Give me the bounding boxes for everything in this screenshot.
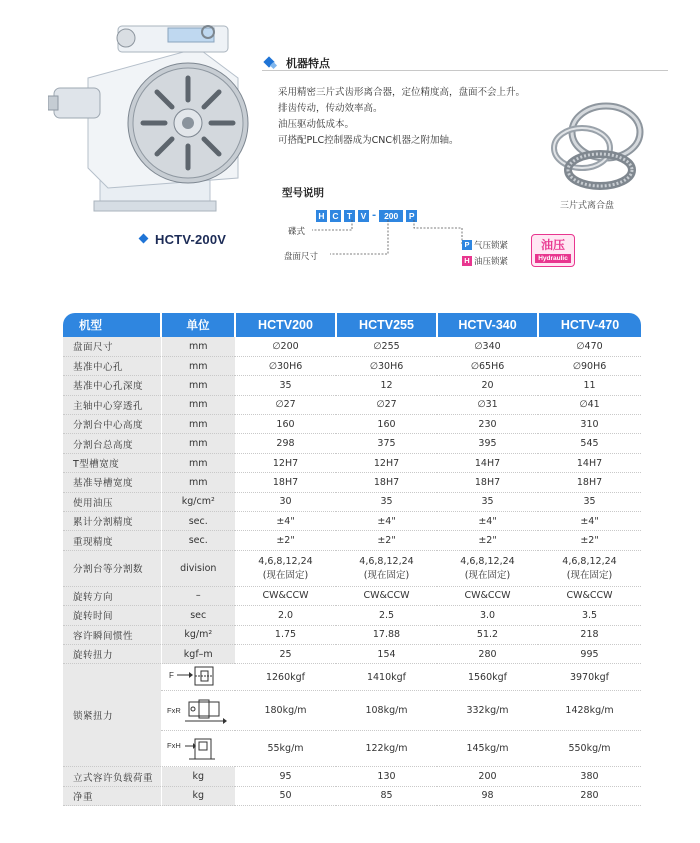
table-row xyxy=(63,664,641,691)
table-cell: CW&CCW xyxy=(538,586,641,605)
table-cell: 50 xyxy=(235,786,336,805)
icon-label: FxH xyxy=(167,740,181,750)
table-cell: ∅31 xyxy=(437,395,538,414)
table-cell: 180kg/m xyxy=(235,691,336,731)
row-unit: kgf–m xyxy=(161,644,235,663)
feature-item: 油压驱动低成本。 xyxy=(278,119,355,130)
table-cell: ∅30H6 xyxy=(235,356,336,375)
table-cell: ∅27 xyxy=(336,395,437,414)
diamond-bullet-small-icon xyxy=(270,62,277,69)
row-unit: mm xyxy=(161,337,235,356)
row-unit: sec xyxy=(161,606,235,625)
table-row xyxy=(63,625,641,644)
table-cell: ∅27 xyxy=(235,395,336,414)
feature-item: 可搭配PLC控制器成为CNC机器之附加轴。 xyxy=(278,135,459,146)
table-row xyxy=(63,606,641,625)
table-cell: 1260kgf xyxy=(235,664,336,691)
cell-line: (现在固定) xyxy=(363,569,410,581)
table-cell: 375 xyxy=(336,434,437,453)
row-unit: mm xyxy=(161,356,235,375)
row-unit: kg xyxy=(161,786,235,805)
table-cell xyxy=(538,550,641,586)
table-cell: 1560kgf xyxy=(437,664,538,691)
table-cell: ±2" xyxy=(538,531,641,550)
row-name: 分割台等分割数 xyxy=(63,550,161,586)
table-cell: CW&CCW xyxy=(437,586,538,605)
code-suffix: P xyxy=(406,210,417,222)
row-name: 分割台总高度 xyxy=(63,434,161,453)
row-name: 容许瞬间惯性 xyxy=(63,625,161,644)
hydraulic-badge-en: Hydraulic xyxy=(535,254,571,263)
table-cell: 550kg/m xyxy=(538,731,641,767)
code-label-type: 碟式 xyxy=(288,227,306,237)
table-cell: ±2" xyxy=(437,531,538,550)
row-name: 基准导槽宽度 xyxy=(63,473,161,492)
row-name: 使用油压 xyxy=(63,492,161,511)
row-unit: kg/cm² xyxy=(161,492,235,511)
lock-icon-cell xyxy=(161,731,235,767)
table-cell: CW&CCW xyxy=(235,586,336,605)
table-cell xyxy=(437,550,538,586)
code-size: 200 xyxy=(379,210,403,222)
row-name: 基准中心孔深度 xyxy=(63,376,161,395)
table-cell: 108kg/m xyxy=(336,691,437,731)
row-unit: mm xyxy=(161,453,235,472)
table-cell xyxy=(336,550,437,586)
table-cell: 35 xyxy=(336,492,437,511)
spec-table xyxy=(63,313,641,806)
icon-label: FxR xyxy=(167,705,181,715)
table-cell: ∅200 xyxy=(235,337,336,356)
lock-icon-cell xyxy=(161,664,235,691)
table-cell: ∅65H6 xyxy=(437,356,538,375)
feature-item: 排齿传动，传动效率高。 xyxy=(278,103,383,114)
cell-line: 4,6,8,12,24 xyxy=(460,555,515,567)
lock-icon-cell xyxy=(161,691,235,731)
table-cell: 35 xyxy=(538,492,641,511)
table-cell: 332kg/m xyxy=(437,691,538,731)
table-row xyxy=(63,415,641,434)
table-cell: 122kg/m xyxy=(336,731,437,767)
row-unit: sec. xyxy=(161,512,235,531)
table-cell: 1.75 xyxy=(235,625,336,644)
table-cell: 395 xyxy=(437,434,538,453)
hydraulic-badge-cn: 油压 xyxy=(540,238,565,252)
features-title: 机器特点 xyxy=(286,57,330,70)
header-model: 机型 xyxy=(63,313,161,337)
table-cell: CW&CCW xyxy=(336,586,437,605)
table-cell: 55kg/m xyxy=(235,731,336,767)
table-cell: 11 xyxy=(538,376,641,395)
table-cell: 25 xyxy=(235,644,336,663)
radial-torque-diagram-icon xyxy=(165,698,231,724)
table-cell: 280 xyxy=(538,786,641,805)
table-row xyxy=(63,644,641,663)
table-cell: 3970kgf xyxy=(538,664,641,691)
table-row xyxy=(63,492,641,511)
table-cell: 2.5 xyxy=(336,606,437,625)
table-cell: 20 xyxy=(437,376,538,395)
table-cell: 545 xyxy=(538,434,641,453)
header-model-name: HCTV-470 xyxy=(538,313,641,337)
table-cell: 3.5 xyxy=(538,606,641,625)
table-cell: 35 xyxy=(235,376,336,395)
cell-line: (现在固定) xyxy=(262,569,309,581)
table-cell: 160 xyxy=(336,415,437,434)
table-cell: 17.88 xyxy=(336,625,437,644)
table-cell: ∅30H6 xyxy=(336,356,437,375)
lock-option-hydraulic xyxy=(462,255,508,267)
row-unit: kg xyxy=(161,767,235,786)
table-cell: 310 xyxy=(538,415,641,434)
table-cell: 12 xyxy=(336,376,437,395)
table-cell: ∅41 xyxy=(538,395,641,414)
table-cell: 14H7 xyxy=(538,453,641,472)
table-cell: ±2" xyxy=(235,531,336,550)
table-cell: 85 xyxy=(336,786,437,805)
features-heading xyxy=(262,55,668,71)
row-name: 旋转时间 xyxy=(63,606,161,625)
table-cell: 200 xyxy=(437,767,538,786)
table-row xyxy=(63,473,641,492)
table-cell xyxy=(235,550,336,586)
table-cell: ∅470 xyxy=(538,337,641,356)
row-name: 净重 xyxy=(63,786,161,805)
row-name: 分割台中心高度 xyxy=(63,415,161,434)
table-cell: 995 xyxy=(538,644,641,663)
row-unit: mm xyxy=(161,376,235,395)
table-row xyxy=(63,586,641,605)
lock-tag: P xyxy=(462,240,472,250)
three-piece-clutch-photo xyxy=(542,98,644,194)
table-cell: 95 xyxy=(235,767,336,786)
row-name: 旋转方向 xyxy=(63,586,161,605)
table-row xyxy=(63,786,641,805)
table-cell: 18H7 xyxy=(336,473,437,492)
row-unit: mm xyxy=(161,434,235,453)
table-cell: ±4" xyxy=(538,512,641,531)
table-cell: 1428kg/m xyxy=(538,691,641,731)
table-cell: 160 xyxy=(235,415,336,434)
table-cell: 51.2 xyxy=(437,625,538,644)
code-label-size: 盘面尺寸 xyxy=(284,252,319,262)
table-cell: 3.0 xyxy=(437,606,538,625)
model-code-title: 型号说明 xyxy=(282,187,324,199)
row-unit: mm xyxy=(161,415,235,434)
table-cell: 230 xyxy=(437,415,538,434)
table-cell: 218 xyxy=(538,625,641,644)
header-model-name: HCTV-340 xyxy=(437,313,538,337)
row-name: T型槽宽度 xyxy=(63,453,161,472)
table-header-row xyxy=(63,313,641,337)
table-cell: ±4" xyxy=(336,512,437,531)
cell-line: 4,6,8,12,24 xyxy=(359,555,414,567)
table-cell: 35 xyxy=(437,492,538,511)
table-row xyxy=(63,767,641,786)
row-name: 旋转扭力 xyxy=(63,644,161,663)
table-cell: 280 xyxy=(437,644,538,663)
table-cell: 12H7 xyxy=(235,453,336,472)
lock-option-label: 油压锁紧 xyxy=(474,257,509,267)
row-name: 基准中心孔 xyxy=(63,356,161,375)
feature-item: 采用精密三片式齿形离合器，定位精度高，盘面不会上升。 xyxy=(278,87,526,98)
table-cell: 145kg/m xyxy=(437,731,538,767)
table-cell: 380 xyxy=(538,767,641,786)
table-row xyxy=(63,512,641,531)
table-row xyxy=(63,550,641,586)
table-row xyxy=(63,376,641,395)
rotary-table-photo xyxy=(48,18,258,218)
model-caption-text: HCTV-200V xyxy=(155,232,227,247)
row-unit: division xyxy=(161,550,235,586)
table-cell: 18H7 xyxy=(437,473,538,492)
header-unit: 单位 xyxy=(161,313,235,337)
features-list xyxy=(278,85,525,149)
row-unit: mm xyxy=(161,473,235,492)
code-letter: V xyxy=(358,210,369,222)
table-cell: 12H7 xyxy=(336,453,437,472)
code-letter: H xyxy=(316,210,327,222)
diamond-bullet-icon xyxy=(139,234,149,244)
table-cell: 30 xyxy=(235,492,336,511)
table-cell: 14H7 xyxy=(437,453,538,472)
table-cell: ±4" xyxy=(235,512,336,531)
table-cell: 1410kgf xyxy=(336,664,437,691)
table-cell: 2.0 xyxy=(235,606,336,625)
table-row xyxy=(63,395,641,414)
height-torque-diagram-icon xyxy=(165,736,231,762)
table-row xyxy=(63,531,641,550)
row-name: 累计分割精度 xyxy=(63,512,161,531)
row-name: 立式容许负载荷重 xyxy=(63,767,161,786)
icon-label: F xyxy=(169,671,174,681)
table-cell: 18H7 xyxy=(538,473,641,492)
row-unit: sec. xyxy=(161,531,235,550)
lock-tag: H xyxy=(462,256,472,266)
product-model-caption xyxy=(140,232,226,247)
table-cell: 298 xyxy=(235,434,336,453)
table-cell: ±2" xyxy=(336,531,437,550)
cell-line: (现在固定) xyxy=(566,569,613,581)
table-cell: ∅255 xyxy=(336,337,437,356)
table-cell: 154 xyxy=(336,644,437,663)
row-name: 重现精度 xyxy=(63,531,161,550)
row-name: 锁紧扭力 xyxy=(63,664,161,767)
table-cell: ∅90H6 xyxy=(538,356,641,375)
row-name: 盘面尺寸 xyxy=(63,337,161,356)
table-cell: ∅340 xyxy=(437,337,538,356)
table-cell: 98 xyxy=(437,786,538,805)
table-row xyxy=(63,453,641,472)
table-row xyxy=(63,337,641,356)
table-cell: ±4" xyxy=(437,512,538,531)
axial-force-diagram-icon xyxy=(165,664,231,690)
lock-option-air xyxy=(462,239,508,251)
bearing-caption: 三片式离合盘 xyxy=(560,201,615,211)
cell-line: 4,6,8,12,24 xyxy=(562,555,617,567)
header-model-name: HCTV200 xyxy=(235,313,336,337)
code-dash: - xyxy=(372,210,377,221)
row-unit: – xyxy=(161,586,235,605)
row-name: 主轴中心穿透孔 xyxy=(63,395,161,414)
row-unit: mm xyxy=(161,395,235,414)
header-model-name: HCTV255 xyxy=(336,313,437,337)
table-row xyxy=(63,434,641,453)
cell-line: (现在固定) xyxy=(464,569,511,581)
lock-option-label: 气压锁紧 xyxy=(474,241,509,251)
code-letter: T xyxy=(344,210,355,222)
cell-line: 4,6,8,12,24 xyxy=(258,555,313,567)
code-letter: C xyxy=(330,210,341,222)
hydraulic-badge xyxy=(531,234,575,267)
row-unit: kg/m² xyxy=(161,625,235,644)
table-cell: 130 xyxy=(336,767,437,786)
table-cell: 18H7 xyxy=(235,473,336,492)
table-row xyxy=(63,356,641,375)
